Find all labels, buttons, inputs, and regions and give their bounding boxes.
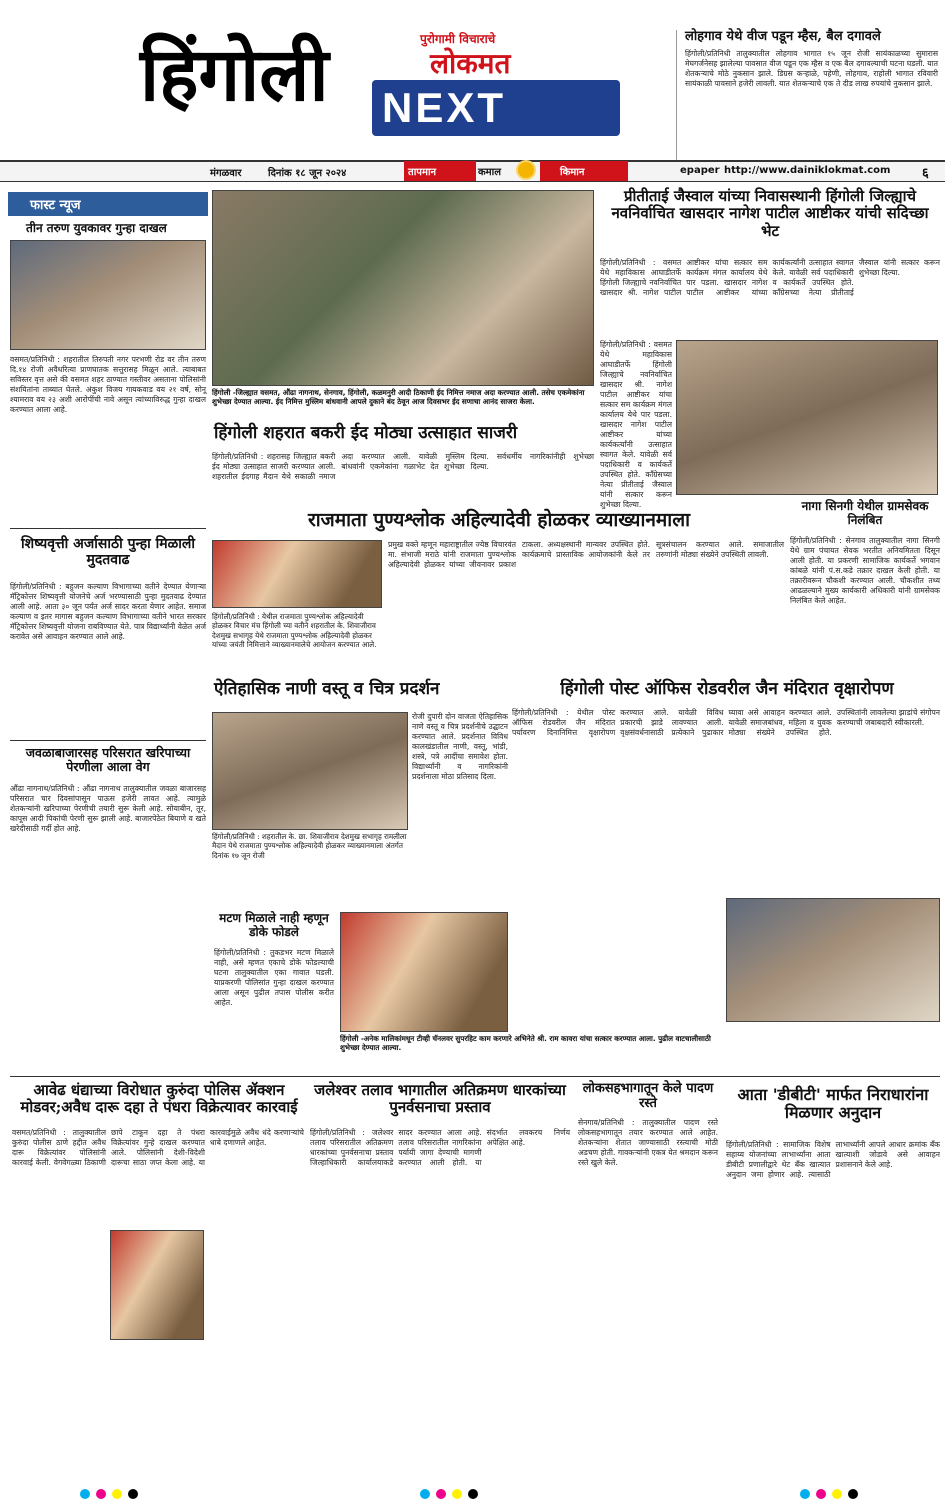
temp-label: तापमान	[408, 167, 437, 178]
mp-visit-body: हिंगोली/प्रतिनिधी : वसमत येथे महाविकास आघाडीतर्फे हिंगोली जिल्ह्याचे नवनिर्वाचित खासदार श्री. नागेश पाटील आष्टीकर यांचा सत्कार सम कार्यक्रम मंगल कार्यालय येथे पार पडला. खासदार नागेश पाटील आष्टीकर यांच्या कार्यकर्त्यांनी उत्साहात स्वागत केले. यावेळी सर्व पदाधिकारी व कार्यकर्ते उपस्थित होते. काँग्रेसच्या नेत्या प्रीतीताई जैस्वाल यांनी सत्कार करून शुभेच्छा दिल्या.	[600, 258, 940, 298]
black-dot	[848, 1489, 858, 1499]
eid-caption: हिंगोली -जिल्ह्यात वसमत, औंढा नागनाथ, सेनगाव, हिंगोली, कळमनुरी आदी ठिकाणी ईद निमित्त नमाज अदा करण्यात आली. तसेच एकमेकांना शुभेच्छा देण्यात आल्या. ईद निमित्त मुस्लिम बांधवानी आपले दुकाने बंद ठेवून आज दिवसभर ईद सणाचा आनंद साजरा केला.	[212, 388, 585, 407]
police-body: वसमत/प्रतिनिधी : तालुक्यातील कुरुंदा पोलीस ठाणे हद्दीत अवैध दारू विक्रेत्यांवर पोलिसांनी कारवाई केली. वेगवेगळ्या ठिकाणी छापे टाकून दहा ते पंधरा विक्रेत्यांवर गुन्हे दाखल करण्यात आले. पोलिसांनी देशी-विदेशी दारूचा साठा जप्त केला आहे. या कारवाईमुळे अवैध धंदे करणाऱ्यांचे धाबे दणाणले आहेत.	[12, 1128, 304, 1168]
lecture-photo	[212, 540, 382, 608]
magenta-dot	[96, 1489, 106, 1499]
yellow-dot	[832, 1489, 842, 1499]
scholarship-body: हिंगोली/प्रतिनिधी : बहुजन कल्याण विभागाच्या वतीने देण्यात येणाऱ्या मॅट्रिकोत्तर शिष्यवृत्ती योजनेचे अर्ज भरण्यासाठी पुन्हा मुदतवाढ देण्यात आली आहे. आता ३० जून पर्यंत अर्ज सादर करता येणार आहेत. समाज कल्याण व इतर मागास बहुजन कल्याण विभागाच्या वतीने भारत सरकार मॅट्रिकोत्तर शिष्यवृत्ती योजना राबविण्यात येते. पात्र विद्यार्थ्यांनी वेळेत अर्ज करावेत असे आवाहन करण्यात आले आहे.	[10, 582, 206, 642]
jaleshwar-headline: जलेश्वर तलाव भागातील अतिक्रमण धारकांच्या पुनर्वसनाचा प्रस्ताव	[314, 1081, 566, 1117]
post-office-photo	[726, 898, 940, 1022]
cyan-dot	[800, 1489, 810, 1499]
nagasinghi-body: हिंगोली/प्रतिनिधी : सेनगाव तालुक्यातील नागा सिनगी येथे ग्राम पंचायत सेवक भरतीत अनियमितता दिसून आली होती. या प्रकरणी सामाजिक कार्यकर्ते भगवान कांबळे यांनी पं.स.कडे तक्रार दाखल केली होती. या तक्रारीवरून चौकशी करण्यात आली. चौकशीत तथ्य आढळल्याने मुख्य कार्यकारी अधिकारी यांनी ग्रामसेवक निलंबित केले आहेत.	[790, 536, 940, 606]
website-url[interactable]: http://www.dainiklokmat.com	[724, 165, 891, 176]
dbt-headline: आता 'डीबीटी' मार्फत निराधारांना मिळणार अनुदान	[737, 1085, 929, 1123]
sun-icon	[518, 162, 534, 178]
lecture-body: प्रमुख वक्ते म्हणून महाराष्ट्रातील ज्येष्ठ विचारवंत मा. संभाजी मराठे यांनी राजमाता पुण्यश्लोक अहिल्यादेवी होळकर यांच्या जीवनावर प्रकाश टाकला. अध्यक्षस्थानी मान्यवर उपस्थित होते. कार्यक्रमाचे प्रास्ताविक आयोजकांनी केले तर सूत्रसंचालन करण्यात आले. समाजातील तरुणांनी मोठ्या संख्येने उपस्थिती लावली.	[388, 540, 784, 570]
post-office-body: हिंगोली/प्रतिनिधी : येथील पोस्ट ऑफिस रोडवरील जैन मंदिरात पर्यावरण दिनानिमित्त वृक्षारोपण करण्यात आले. यावेळी विविध प्रकारची झाडे लावण्यात आली. वृक्षसंवर्धनासाठी प्रत्येकाने पुढाकार घ्यावा असे आवाहन करण्यात आले. यावेळी समाजबांधव, महिला व युवक मोठ्या संख्येने उपस्थित होते. उपस्थितांनी लावलेल्या झाडांचे संगोपन करण्याची जबाबदारी स्वीकारली.	[512, 708, 940, 738]
matan-body: हिंगोली/प्रतिनिधी : तुकडभर मटण मिळाले नाही, असे म्हणत एकाचे डोके फोडल्याची घटना तालुक्यातील एका गावात घडली. याप्रकरणी पोलिसांत गुन्हा दाखल करण्यात आला असून पुढील तपास पोलीस करीत आहेत.	[214, 948, 334, 1008]
coins-caption: हिंगोली/प्रतिनिधी : शहरातील के. छा. शिवाजीराव देशमुख सभागृह रामलीला मैदान येथे राजमाता पुण्यश्लोक अहिल्यादेवी होळकर व्याख्यानमाला अंतर्गत दिनांक १७ जून रोजी	[212, 832, 407, 860]
lecture-headline: राजमाता पुण्यश्लोक अहिल्यादेवी होळकर व्याख्यानमाला	[307, 509, 690, 531]
eid-headline: हिंगोली शहरात बकरी ईद मोठ्या उत्साहात साजरी	[214, 423, 518, 443]
coins-headline: ऐतिहासिक नाणी वस्तू व चित्र प्रदर्शन	[214, 679, 440, 699]
felicitation-caption: हिंगोली -अनेक मालिकांमधून टीव्ही चॅनलवर सुपरहिट काम करणारे अभिनेते श्री. राम कावरा यांचा सत्कार करण्यात आला. पुढील वाटचालीसाठी शुभेच्छा देण्यात आल्या.	[340, 1034, 711, 1053]
magenta-dot	[816, 1489, 826, 1499]
min-label: किमान	[560, 167, 585, 178]
yellow-dot	[452, 1489, 462, 1499]
police-headline: आवेढ धंद्याच्या विरोधात कुरुंदा पोलिस ॲक्शन मोडवर;अवैध दारू दहा ते पंधरा विक्रेत्यावर कारवाई	[20, 1081, 298, 1117]
eid-photo	[212, 190, 594, 386]
black-dot	[128, 1489, 138, 1499]
nagasinghi-headline: नागा सिनगी येथील ग्रामसेवक निलंबित	[801, 499, 929, 527]
yellow-dot	[112, 1489, 122, 1499]
divider	[10, 740, 206, 741]
cyan-dot	[80, 1489, 90, 1499]
masthead-title: हिंगोली	[140, 32, 329, 118]
coins-body: रोजी दुपारी दोन वाजता ऐतिहासिक नाणे वस्तू व चित्र प्रदर्शनीचे उद्घाटन करण्यात आले. प्रदर्शनात विविध कालखंडातील नाणी, वस्तू, भांडी, शस्त्रे, पत्रे आदींचा समावेश होता. विद्यार्थ्यांनी व नागरिकांनी प्रदर्शनाला मोठा प्रतिसाद दिला.	[412, 712, 508, 782]
top-story-body: हिंगोली/प्रतिनिधी तालुक्यातील लोहगाव भागात १५ जून रोजी सायंकाळच्या सुमारास मेघगर्जनेसह झालेल्या पावसात वीज पडून एक म्हैस व एक बैल दगावल्याची घटना घडली. यात शेतकऱ्याचे मोठे नुकसान झाले. डिग्रस कऱ्हाळे, पहेणी, लोहगाव, राहोली भागात रविवारी सायंकाळी पावसाने हजेरी लावली. यात शेतकऱ्याचे एक ते दीड लाख रुपयांचे नुकसान झाले.	[685, 48, 938, 88]
magenta-dot	[436, 1489, 446, 1499]
top-story	[676, 30, 938, 160]
lecture-caption: हिंगोली/प्रतिनिधी : येथील राजमाता पुण्यश्लोक अहिल्यादेवी होळकर विचार मंच हिंगोली च्या वतीने शहरातील के. शिवाजीराव देशमुख सभागृह येथे राजमाता पुण्यश्लोक अहिल्यादेवी होळकर यांच्या जयंती निमित्ताने व्याख्यानमालेचे आयोजन करण्यात आले.	[212, 612, 377, 650]
divider	[10, 1076, 940, 1077]
black-dot	[468, 1489, 478, 1499]
roads-headline: लोकसहभागातून केले पादण रस्ते	[582, 1081, 714, 1111]
roads-body: सेनगाव/प्रतिनिधी : तालुक्यातील पादण रस्ते लोकसहभागातून तयार करण्यात आले आहेत. शेतकऱ्यांना शेतात जाण्यासाठी रस्त्याची मोठी अडचण होती. गावकऱ्यांनी एकत्र येत श्रमदान करून रस्ते खुले केले.	[578, 1118, 718, 1168]
jawala-headline: जवळाबाजारसह परिसरात खरिपाच्या पेरणीला आला वेग	[25, 745, 191, 775]
cyan-dot	[420, 1489, 430, 1499]
epaper-label: epaper	[680, 165, 720, 176]
fast-news-label: फास्ट न्यूज	[30, 198, 81, 213]
jawala-body: औंढा नागनाथ/प्रतिनिधी : औंढा नागनाथ तालुक्यातील जवळा बाजारसह परिसरात चार दिवसांपासून पाऊस हजेरी लावत आहे. त्यामुळे शेतकऱ्यांनी खरिपाच्या पेरणीची तयारी सुरू केली आहे. सोयाबीन, तूर, कापूस आदी पिकांची पेरणी सुरू झाली आहे. बाजारपेठेत बियाणे व खते खरेदीसाठी गर्दी होत आहे.	[10, 784, 206, 834]
mp-visit-photo	[676, 340, 938, 495]
coins-photo	[212, 712, 408, 830]
fast-news-body: वसमत/प्रतिनिधी : शहरातील तिरुपती नगर परभणी रोड वर तीन तरुण दि.१४ रोजी अवैधरित्या प्राणघातक सत्तुरासह मिळून आले. त्याबाबत सविस्तर वृत्त असे की वसमत शहर ठाण्यात गस्तीवर असताना पोलिसांनी संशयितांना ताब्यात घेतले. अंकुश विजय गायकवाड वय २१ वर्ष, सोनू श्यामराव वय २३ अशी आरोपींची नावे असून त्यांच्याविरुद्ध गुन्हा दाखल करण्यात आला आहे.	[10, 355, 206, 415]
page-number: ६	[922, 166, 929, 181]
print-registration-bar	[0, 1487, 945, 1501]
matan-headline: मटण मिळाले नाही म्हणून डोके फोडले	[219, 911, 329, 939]
mp-visit-headline: प्रीतीताई जैस्वाल यांच्या निवासस्थानी हिंगोली जिल्ह्याचे नवनिर्वाचित खासदार नागेश पाटील आष्टीकर यांची सदिच्छा भेट	[611, 187, 929, 240]
eid-body: हिंगोली/प्रतिनिधी : शहरासह जिल्ह्यात बकरी ईद मोठ्या उत्साहात साजरी करण्यात आली. शहरातील ईदगाह मैदान येथे सकाळी नमाज अदा करण्यात आली. यावेळी मुस्लिम बांधवांनी एकमेकांना गळाभेट देत शुभेच्छा दिल्या. सर्वधर्मीय नागरिकांनीही शुभेच्छा दिल्या.	[212, 452, 594, 482]
mp-visit-body-cont: हिंगोली/प्रतिनिधी : वसमत येथे महाविकास आघाडीतर्फे हिंगोली जिल्ह्याचे नवनिर्वाचित खासदार श्री. नागेश पाटील आष्टीकर यांचा सत्कार सम कार्यक्रम मंगल कार्यालय येथे पार पडला. खासदार नागेश पाटील आष्टीकर यांच्या कार्यकर्त्यांनी उत्साहात स्वागत केले. यावेळी सर्व पदाधिकारी व कार्यकर्ते उपस्थित होते. काँग्रेसच्या नेत्या प्रीतीताई जैस्वाल यांनी सत्कार करून शुभेच्छा दिल्या.	[600, 340, 672, 510]
dateline-day: मंगळवार	[210, 168, 242, 179]
scholarship-headline: शिष्यवृत्ती अर्जासाठी पुन्हा मिळाली मुदतवाढ	[20, 536, 196, 569]
masthead-paper: लोकमत	[430, 47, 511, 80]
liquor-photo	[110, 1230, 204, 1340]
fast-news-photo	[10, 240, 206, 350]
masthead-tagline: पुरोगामी विचाराचे	[420, 32, 496, 46]
next-label: NEXT	[382, 84, 507, 131]
post-office-headline: हिंगोली पोस्ट ऑफिस रोडवरील जैन मंदिरात वृक्षारोपण	[560, 679, 894, 699]
dbt-body: हिंगोली/प्रतिनिधी : सामाजिक विशेष सहाय्य योजनांच्या लाभार्थ्यांना आता डीबीटी प्रणालीद्वारे थेट बँक खात्यात अनुदान जमा होणार आहे. त्यासाठी लाभार्थ्यांनी आपले आधार क्रमांक बँक खात्याशी जोडावे असे आवाहन प्रशासनाने केले आहे.	[726, 1140, 940, 1180]
felicitation-photo	[340, 912, 508, 1032]
dateline-date: दिनांक १८ जून २०२४	[268, 168, 347, 179]
max-label: कमाल	[478, 167, 502, 178]
top-story-headline: लोहगाव येथे वीज पडून म्हैस, बैल दगावले	[685, 29, 881, 44]
fast-news-headline: तीन तरुण युवकावर गुन्हा दाखल	[26, 221, 167, 235]
divider	[10, 528, 206, 529]
jaleshwar-body: हिंगोली/प्रतिनिधी : जलेश्वर तलाव परिसरातील अतिक्रमण धारकांच्या पुनर्वसनाचा प्रस्ताव जिल्हाधिकारी कार्यालयाकडे सादर करण्यात आला आहे. तलाव परिसरातील नागरिकांना पर्यायी जागा देण्याची मागणी करण्यात आली होती. या संदर्भात लवकरच निर्णय अपेक्षित आहे.	[310, 1128, 570, 1168]
